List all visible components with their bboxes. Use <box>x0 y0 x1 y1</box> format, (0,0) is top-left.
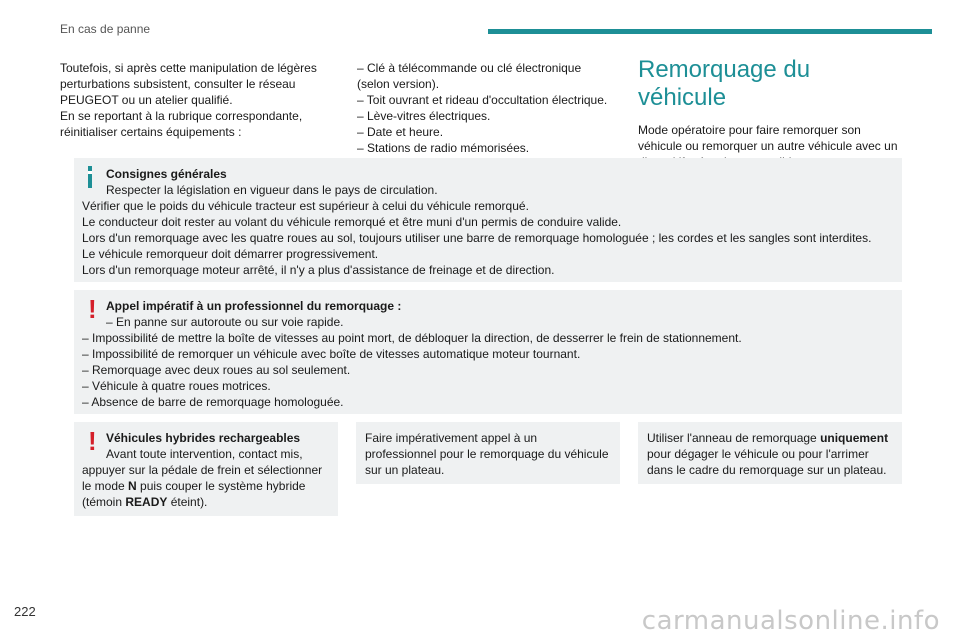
text-line: le mode N puis couper le système hybride <box>82 479 306 493</box>
intro-paragraph <box>60 60 335 140</box>
text-line: réinitialiser certains équipements : <box>60 125 242 139</box>
chapter-title: En cas de panne <box>60 22 151 36</box>
towing-ring-box <box>638 422 902 484</box>
box-heading: Consignes générales <box>106 167 227 181</box>
warning-icon: ! <box>88 294 97 324</box>
list-item: – En panne sur autoroute ou sur voie rapide. <box>106 315 344 329</box>
list-item: – Absence de barre de remorquage homologuée. <box>82 395 344 409</box>
page-number: 222 <box>14 604 36 619</box>
list-item: – Stations de radio mémorisées. <box>357 141 530 155</box>
text-line: (témoin READY éteint). <box>82 495 208 509</box>
text-line: Le véhicule remorqueur doit démarrer progressivement. <box>82 247 379 261</box>
professional-towing-box <box>74 290 902 414</box>
general-instructions-box <box>74 158 902 282</box>
text-line: Respecter la législation en vigueur dans le pays de circulation. <box>106 183 438 197</box>
list-item: – Clé à télécommande ou clé électronique <box>357 61 582 75</box>
box-heading: Véhicules hybrides rechargeables <box>106 431 301 445</box>
text-line: Lors d'un remorquage avec les quatre roues au sol, toujours utiliser une barre de remorquage homologuée ; les cordes et les sangles sont interdites. <box>82 231 872 245</box>
text-line: perturbations subsistent, consulter le réseau <box>60 77 296 91</box>
warning-icon: ! <box>88 426 97 456</box>
text-line: dans le cadre du remorquage sur un plateau. <box>647 463 887 477</box>
text-line: appuyer sur la pédale de frein et sélectionner <box>82 463 323 477</box>
list-item: – Lève-vitres électriques. <box>357 109 491 123</box>
text-line: véhicule ou remorquer un autre véhicule avec un <box>638 139 898 153</box>
text-line: Toutefois, si après cette manipulation de légères <box>60 61 317 75</box>
list-item: – Remorquage avec deux roues au sol seulement. <box>82 363 351 377</box>
text-line: Avant toute intervention, contact mis, <box>106 447 303 461</box>
text-line: professionnel pour le remorquage du véhicule <box>365 447 609 461</box>
text-line: Vérifier que le poids du véhicule tracteur est supérieur à celui du véhicule remorqué. <box>82 199 529 213</box>
text-line: Mode opératoire pour faire remorquer son <box>638 123 861 137</box>
emphasis-text: uniquement <box>820 431 889 445</box>
chapter-accent-bar <box>488 29 932 34</box>
ready-indicator-label: READY <box>125 495 168 509</box>
equipment-list <box>357 60 622 156</box>
text-line: PEUGEOT ou un atelier qualifié. <box>60 93 233 107</box>
list-item: – Impossibilité de remorquer un véhicule avec boîte de vitesses automatique moteur tournant. <box>82 347 581 361</box>
list-item: – Toit ouvrant et rideau d'occultation électrique. <box>357 93 608 107</box>
list-item: (selon version). <box>357 77 440 91</box>
list-item: – Date et heure. <box>357 125 444 139</box>
text-line: pour dégager le véhicule ou pour l'arrimer <box>647 447 869 461</box>
text-line: sur un plateau. <box>365 463 445 477</box>
box-heading: Appel impératif à un professionnel du remorquage : <box>106 299 402 313</box>
mode-n-label: N <box>128 479 137 493</box>
text-line: Le conducteur doit rester au volant du véhicule remorqué et être muni d'un permis de conduire valide. <box>82 215 622 229</box>
text-line: Utiliser l'anneau de remorquage uniquement <box>647 431 889 445</box>
list-item: – Impossibilité de mettre la boîte de vitesses au point mort, de débloquer la direction, de desserrer le frein de stationnement. <box>82 331 742 345</box>
text-line: Faire impérativement appel à un <box>365 431 538 445</box>
list-item: – Véhicule à quatre roues motrices. <box>82 379 271 393</box>
towing-section <box>638 56 902 170</box>
text-line: Lors d'un remorquage moteur arrêté, il n'y a plus d'assistance de freinage et de direction. <box>82 263 555 277</box>
watermark: carmanualsonline.info <box>641 606 940 636</box>
section-title: Remorquage du véhicule <box>638 56 811 111</box>
flatbed-towing-box <box>356 422 620 484</box>
text-line: En se reportant à la rubrique correspondante, <box>60 109 303 123</box>
hybrid-vehicles-box <box>74 422 338 516</box>
